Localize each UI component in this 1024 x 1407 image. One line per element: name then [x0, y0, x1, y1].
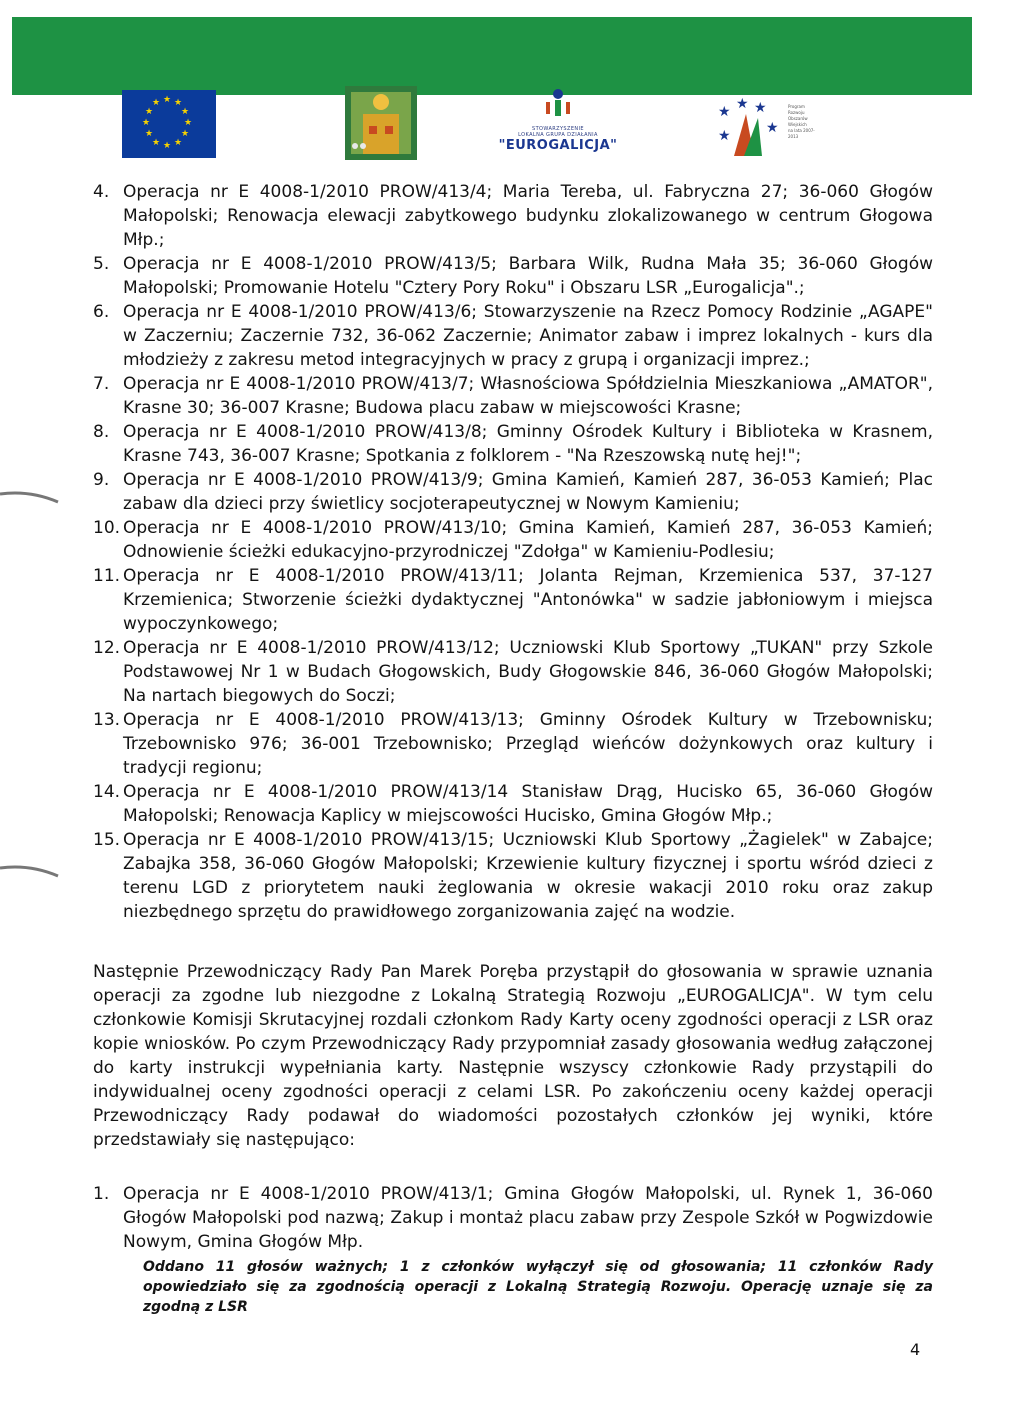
voting-paragraph: Następnie Przewodniczący Rady Pan Marek Poręba przystąpił do głosowania w sprawie uznania operacji za zgodne lub niezgodne z Lokalną Strategią Rozwoju „EUROGALICJA". W tym celu członkowie Komisji Skrutacyjnej rozdali członkom Rady Karty oceny zgodności operacji z LSR oraz kopie wniosków. Po czym Przewodniczący Rady przypomniał zasady głosowania według załączonej do karty instrukcji wypełniania karty. Następnie wszyscy członkowie Rady przystąpili do indywidualnej oceny zgodności operacji z celami LSR. Po zakończeniu oceny każdej operacji Przewodniczący Rady podawał do wiadomości pozostałych członków jej wyniki, które przedstawiały się następująco:	[93, 962, 933, 1150]
list-item: 11. Operacja nr E 4008-1/2010 PROW/413/11; Jolanta Rejman, Krzemienica 537, 37-127 Krzemienica; Stworzenie ścieżki dydaktycznej "Antonówka" w sadzie jabłoniowym i miejsca wypoczynkowego;	[93, 566, 933, 634]
prow-logo	[714, 96, 824, 162]
scan-mark-icon	[0, 862, 60, 882]
scan-mark-icon	[0, 488, 60, 508]
svg-text:★: ★	[736, 96, 749, 112]
prow-text: Program Rozwoju Obszarów Wiejskich na lata 2007-2013	[788, 104, 815, 139]
leader-logo	[345, 86, 417, 160]
operations-list	[93, 180, 933, 924]
lgd-label-name: "EUROGALICJA"	[498, 138, 618, 153]
verdict-text: Oddano 11 głosów ważnych; 1 z członków wyłączył się od głosowania; 11 członków Rady opowiedziało się za zgodnością operacji z Lokalną Strategią Rozwoju. Operację uznaje się za zgodną z LSR	[143, 1259, 933, 1315]
document-body	[93, 180, 933, 1317]
eu-flag-logo: ★ ★ ★ ★ ★ ★ ★ ★ ★ ★ ★ ★	[122, 90, 216, 158]
svg-text:★: ★	[754, 100, 767, 116]
list-item: 12. Operacja nr E 4008-1/2010 PROW/413/12; Uczniowski Klub Sportowy „TUKAN" przy Szkole Podstawowej Nr 1 w Budach Głogowskich, Budy Głogowskie 846, 36-060 Głogów Małopolski; Na nartach biegowych do Soczi;	[93, 638, 933, 706]
list-item: 5. Operacja nr E 4008-1/2010 PROW/413/5; Barbara Wilk, Rudna Mała 35; 36-060 Głogów Małopolski; Promowanie Hotelu "Cztery Pory Roku" i Obszaru LSR „Eurogalicja".;	[93, 254, 933, 298]
lgd-eurogalicja-logo	[488, 86, 628, 160]
list-item: 1. Operacja nr E 4008-1/2010 PROW/413/1; Gmina Głogów Małopolski, ul. Rynek 1, 36-060 Głogów Małopolski pod nazwą; Zakup i montaż placu zabaw przy Zespole Szkół w Pogwizdowie Nowym, Gmina Głogów Młp. Oddano 11 głosów ważnych; 1 z członków wyłączył się od głosowania; 11 członków Rady opowiedziało się za zgodnością operacji z Lokalną Strategią Rozwoju. Operację uznaje się za zgodną z LSR	[93, 1184, 933, 1315]
list-item: 10. Operacja nr E 4008-1/2010 PROW/413/10; Gmina Kamień, Kamień 287, 36-053 Kamień; Odnowienie ścieżki edukacyjno-przyrodniczej "Zdołga" w Kamieniu-Podlesiu;	[93, 518, 933, 562]
list-item: 6. Operacja nr E 4008-1/2010 PROW/413/6; Stowarzyszenie na Rzecz Pomocy Rodzinie „AGAPE" w Zaczerniu; Zaczernie 732, 36-062 Zaczernie; Animator zabaw i imprez lokalnych - kurs dla młodzieży z zakresu metod integracyjnych w pracy z grupą i organizacji imprez.;	[93, 302, 933, 370]
svg-text:★: ★	[766, 120, 779, 136]
list-item: 8. Operacja nr E 4008-1/2010 PROW/413/8; Gminny Ośrodek Kultury i Biblioteka w Krasnem, Krasne 743, 36-007 Krasne; Spotkania z folklorem - "Na Rzeszowską nutę hej!";	[93, 422, 933, 466]
list-item: 4. Operacja nr E 4008-1/2010 PROW/413/4; Maria Tereba, ul. Fabryczna 27; 36-060 Głogów Małopolski; Renowacja elewacji zabytkowego budynku zlokalizowanego w centrum Głogowa Młp.;	[93, 182, 933, 250]
list-item: 14. Operacja nr E 4008-1/2010 PROW/413/14 Stanisław Drąg, Hucisko 65, 36-060 Głogów Małopolski; Renowacja Kaplicy w miejscowości Hucisko, Gmina Głogów Młp.;	[93, 782, 933, 826]
lgd-label-association: STOWARZYSZENIE	[532, 126, 584, 132]
lgd-label-group: LOKALNA GRUPA DZIAŁANIA	[518, 132, 598, 138]
svg-text:★: ★	[718, 128, 731, 144]
svg-text:★: ★	[718, 104, 731, 120]
header-band	[12, 17, 972, 95]
page-number: 4	[910, 1340, 921, 1359]
list-item: 7. Operacja nr E 4008-1/2010 PROW/413/7; Własnościowa Spółdzielnia Mieszkaniowa „AMATOR", Krasne 30; 36-007 Krasne; Budowa placu zabaw w miejscowości Krasne;	[93, 374, 933, 418]
list-item: 9. Operacja nr E 4008-1/2010 PROW/413/9; Gmina Kamień, Kamień 287, 36-053 Kamień; Plac zabaw dla dzieci przy świetlicy socjoterapeutycznej w Nowym Kamieniu;	[93, 470, 933, 514]
list-item: 15. Operacja nr E 4008-1/2010 PROW/413/15; Uczniowski Klub Sportowy „Żagielek" w Zabajce; Zabajka 358, 36-060 Głogów Małopolski; Krzewienie kultury fizycznej i sportu wśród dzieci z terenu LGD z priorytetem nauki żeglowania w okresie wakacji 2010 roku oraz zakup niezbędnego sprzętu do prawidłowego zorganizowania zajęć na wodzie.	[93, 830, 933, 922]
results-list	[93, 1182, 933, 1317]
list-item: 13. Operacja nr E 4008-1/2010 PROW/413/13; Gminny Ośrodek Kultury w Trzebownisku; Trzebownisko 976; 36-001 Trzebownisko; Przegląd wieńców dożynkowych oraz kultury i tradycji regionu;	[93, 710, 933, 778]
